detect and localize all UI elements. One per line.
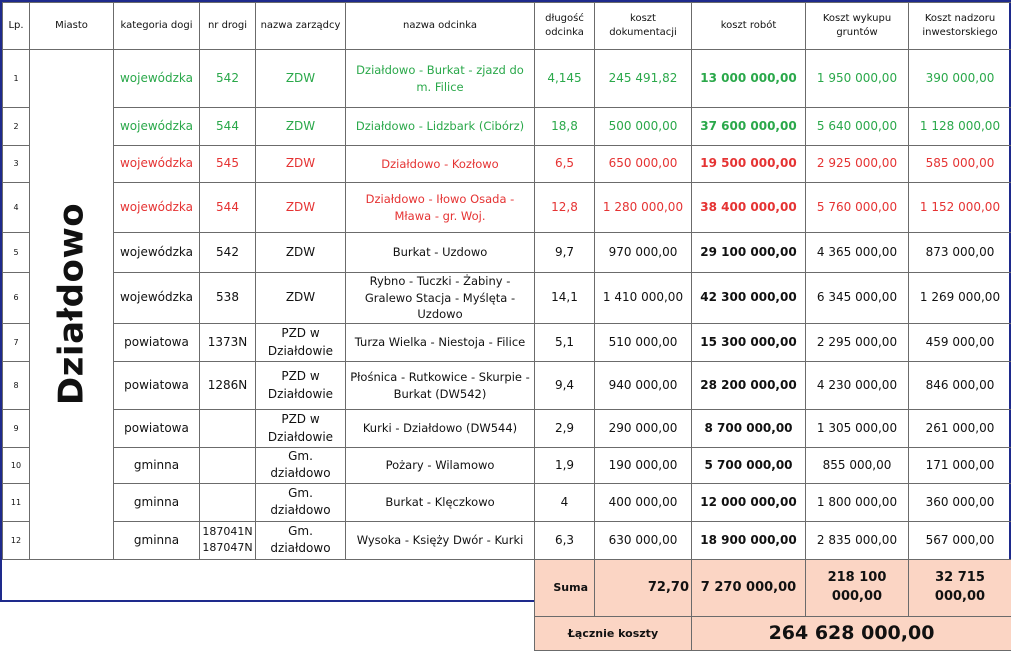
cell-grunty: 4 365 000,00 <box>806 233 909 273</box>
cell-kategoria: wojewódzka <box>114 183 200 233</box>
cell-zarzadca: ZDW <box>256 273 346 324</box>
cell-roboty: 42 300 000,00 <box>692 273 806 324</box>
cell-nr-drogi: 1286N <box>200 362 256 410</box>
cell-odcinek: Działdowo - Burkat - zjazd do m. Filice <box>346 50 535 108</box>
cell-odcinek: Działdowo - Kozłowo <box>346 146 535 183</box>
cell-zarzadca: PZD w Działdowie <box>256 324 346 362</box>
cell-dokumentacja: 1 410 000,00 <box>595 273 692 324</box>
cell-zarzadca: ZDW <box>256 146 346 183</box>
cell-kategoria: gminna <box>114 483 200 521</box>
cell-odcinek: Turza Wielka - Niestoja - Filice <box>346 324 535 362</box>
cell-nr-drogi: 544 <box>200 108 256 146</box>
cell-grunty: 2 295 000,00 <box>806 324 909 362</box>
table-row <box>3 233 1011 273</box>
header-nadzor: Koszt nadzoru inwestorskiego <box>909 3 1011 50</box>
cell-roboty: 12 000 000,00 <box>692 483 806 521</box>
city-name: Działdowo <box>47 203 96 405</box>
cell-nadzor: 360 000,00 <box>909 483 1011 521</box>
cell-dokumentacja: 940 000,00 <box>595 362 692 410</box>
cell-zarzadca: ZDW <box>256 183 346 233</box>
cell-roboty: 29 100 000,00 <box>692 233 806 273</box>
cell-zarzadca: Gm. działdowo <box>256 521 346 559</box>
sum-row <box>3 559 1011 617</box>
cell-zarzadca: PZD w Działdowie <box>256 410 346 448</box>
cell-nadzor: 567 000,00 <box>909 521 1011 559</box>
cell-nadzor: 459 000,00 <box>909 324 1011 362</box>
cell-kategoria: powiatowa <box>114 324 200 362</box>
cell-kategoria: wojewódzka <box>114 273 200 324</box>
cell-lp: 11 <box>3 483 30 521</box>
cell-dlugosc: 2,9 <box>535 410 595 448</box>
cell-roboty: 5 700 000,00 <box>692 448 806 484</box>
cell-kategoria: wojewódzka <box>114 146 200 183</box>
sum-grunty: 32 715 000,00 <box>909 559 1011 617</box>
cell-roboty: 13 000 000,00 <box>692 50 806 108</box>
cell-zarzadca: ZDW <box>256 233 346 273</box>
total-row <box>3 617 1011 651</box>
cell-nr-drogi: 542 <box>200 50 256 108</box>
cell-kategoria: wojewódzka <box>114 233 200 273</box>
cell-roboty: 38 400 000,00 <box>692 183 806 233</box>
total-label: Łącznie koszty <box>535 617 692 651</box>
table-row <box>3 362 1011 410</box>
cell-lp: 8 <box>3 362 30 410</box>
cell-roboty: 15 300 000,00 <box>692 324 806 362</box>
cell-zarzadca: Gm. działdowo <box>256 448 346 484</box>
road-cost-table <box>2 2 1011 651</box>
header-roboty: koszt robót <box>692 3 806 50</box>
cell-grunty: 1 305 000,00 <box>806 410 909 448</box>
cell-grunty: 6 345 000,00 <box>806 273 909 324</box>
sum-label: Suma <box>535 559 595 617</box>
cell-nadzor: 171 000,00 <box>909 448 1011 484</box>
header-lp: Lp. <box>3 3 30 50</box>
cell-dlugosc: 9,7 <box>535 233 595 273</box>
cell-kategoria: powiatowa <box>114 362 200 410</box>
header-miasto: Miasto <box>30 3 114 50</box>
cell-nadzor: 1 269 000,00 <box>909 273 1011 324</box>
table-row <box>3 50 1011 108</box>
cell-dokumentacja: 970 000,00 <box>595 233 692 273</box>
cell-zarzadca: ZDW <box>256 108 346 146</box>
cell-nr-drogi: 542 <box>200 233 256 273</box>
cell-lp: 4 <box>3 183 30 233</box>
blank-area <box>3 559 535 617</box>
table-row <box>3 410 1011 448</box>
table-row <box>3 483 1011 521</box>
cell-lp: 5 <box>3 233 30 273</box>
cell-zarzadca: PZD w Działdowie <box>256 362 346 410</box>
cell-nr-drogi: 187041N 187047N <box>200 521 256 559</box>
cell-roboty: 37 600 000,00 <box>692 108 806 146</box>
header-row <box>3 3 1011 50</box>
cell-odcinek: Rybno - Tuczki - Żabiny - Gralewo Stacja - Myślęta - Uzdowo <box>346 273 535 324</box>
header-kategoria: kategoria dogi <box>114 3 200 50</box>
cell-dlugosc: 18,8 <box>535 108 595 146</box>
cell-dokumentacja: 1 280 000,00 <box>595 183 692 233</box>
cell-nadzor: 585 000,00 <box>909 146 1011 183</box>
cell-dlugosc: 6,3 <box>535 521 595 559</box>
header-dlugosc: długość odcinka <box>535 3 595 50</box>
cell-zarzadca: Gm. działdowo <box>256 483 346 521</box>
cell-roboty: 8 700 000,00 <box>692 410 806 448</box>
cell-kategoria: gminna <box>114 448 200 484</box>
cell-dlugosc: 9,4 <box>535 362 595 410</box>
header-grunty: Koszt wykupu gruntów <box>806 3 909 50</box>
table-row <box>3 183 1011 233</box>
cell-kategoria: wojewódzka <box>114 108 200 146</box>
cell-nr-drogi <box>200 448 256 484</box>
table-row <box>3 146 1011 183</box>
cell-roboty: 18 900 000,00 <box>692 521 806 559</box>
cell-dokumentacja: 245 491,82 <box>595 50 692 108</box>
cell-nadzor: 1 152 000,00 <box>909 183 1011 233</box>
cell-odcinek: Płośnica - Rutkowice - Skurpie - Burkat (DW542) <box>346 362 535 410</box>
cell-odcinek: Pożary - Wilamowo <box>346 448 535 484</box>
cell-lp: 10 <box>3 448 30 484</box>
cell-grunty: 5 760 000,00 <box>806 183 909 233</box>
cell-lp: 3 <box>3 146 30 183</box>
cell-nr-drogi: 538 <box>200 273 256 324</box>
cell-odcinek: Kurki - Działdowo (DW544) <box>346 410 535 448</box>
cell-grunty: 4 230 000,00 <box>806 362 909 410</box>
cell-dlugosc: 1,9 <box>535 448 595 484</box>
cell-grunty: 855 000,00 <box>806 448 909 484</box>
cell-dokumentacja: 650 000,00 <box>595 146 692 183</box>
cell-nr-drogi: 544 <box>200 183 256 233</box>
cell-lp: 1 <box>3 50 30 108</box>
cell-dlugosc: 6,5 <box>535 146 595 183</box>
sum-roboty: 218 100 000,00 <box>806 559 909 617</box>
cell-lp: 12 <box>3 521 30 559</box>
cell-zarzadca: ZDW <box>256 50 346 108</box>
table-row <box>3 273 1011 324</box>
cell-dlugosc: 4,145 <box>535 50 595 108</box>
cell-lp: 9 <box>3 410 30 448</box>
total-value: 264 628 000,00 <box>692 617 1011 651</box>
cell-nr-drogi: 1373N <box>200 324 256 362</box>
cell-dlugosc: 14,1 <box>535 273 595 324</box>
table-body <box>3 50 1011 560</box>
cell-dokumentacja: 400 000,00 <box>595 483 692 521</box>
cell-lp: 7 <box>3 324 30 362</box>
header-zarzadca: nazwa zarządcy <box>256 3 346 50</box>
cell-dlugosc: 12,8 <box>535 183 595 233</box>
cell-nadzor: 261 000,00 <box>909 410 1011 448</box>
table-row <box>3 521 1011 559</box>
header-nr-drogi: nr drogi <box>200 3 256 50</box>
cell-dokumentacja: 510 000,00 <box>595 324 692 362</box>
cell-odcinek: Działdowo - Iłowo Osada - Mława - gr. Woj. <box>346 183 535 233</box>
cell-odcinek: Wysoka - Księży Dwór - Kurki <box>346 521 535 559</box>
cell-dokumentacja: 190 000,00 <box>595 448 692 484</box>
cell-nr-drogi <box>200 483 256 521</box>
sum-dokumentacja: 7 270 000,00 <box>692 559 806 617</box>
cell-kategoria: powiatowa <box>114 410 200 448</box>
cell-lp: 6 <box>3 273 30 324</box>
cell-grunty: 1 950 000,00 <box>806 50 909 108</box>
cell-dokumentacja: 630 000,00 <box>595 521 692 559</box>
cell-dlugosc: 4 <box>535 483 595 521</box>
cell-nr-drogi <box>200 410 256 448</box>
cell-nadzor: 873 000,00 <box>909 233 1011 273</box>
cell-grunty: 2 925 000,00 <box>806 146 909 183</box>
cell-nadzor: 1 128 000,00 <box>909 108 1011 146</box>
sum-dlugosc: 72,70 <box>595 559 692 617</box>
city-cell <box>30 50 114 560</box>
cell-dlugosc: 5,1 <box>535 324 595 362</box>
cell-dokumentacja: 290 000,00 <box>595 410 692 448</box>
cell-nadzor: 390 000,00 <box>909 50 1011 108</box>
cell-lp: 2 <box>3 108 30 146</box>
header-dokumentacja: koszt dokumentacji <box>595 3 692 50</box>
cell-grunty: 2 835 000,00 <box>806 521 909 559</box>
table-row <box>3 448 1011 484</box>
cell-kategoria: wojewódzka <box>114 50 200 108</box>
cell-odcinek: Burkat - Klęczkowo <box>346 483 535 521</box>
cell-grunty: 5 640 000,00 <box>806 108 909 146</box>
header-odcinek: nazwa odcinka <box>346 3 535 50</box>
cell-roboty: 28 200 000,00 <box>692 362 806 410</box>
blank-area-bottom <box>3 617 535 651</box>
cell-nr-drogi: 545 <box>200 146 256 183</box>
cell-odcinek: Burkat - Uzdowo <box>346 233 535 273</box>
cell-grunty: 1 800 000,00 <box>806 483 909 521</box>
cell-roboty: 19 500 000,00 <box>692 146 806 183</box>
table-row <box>3 108 1011 146</box>
cell-odcinek: Działdowo - Lidzbark (Cibórz) <box>346 108 535 146</box>
cell-nadzor: 846 000,00 <box>909 362 1011 410</box>
table-row <box>3 324 1011 362</box>
cell-dokumentacja: 500 000,00 <box>595 108 692 146</box>
cell-kategoria: gminna <box>114 521 200 559</box>
